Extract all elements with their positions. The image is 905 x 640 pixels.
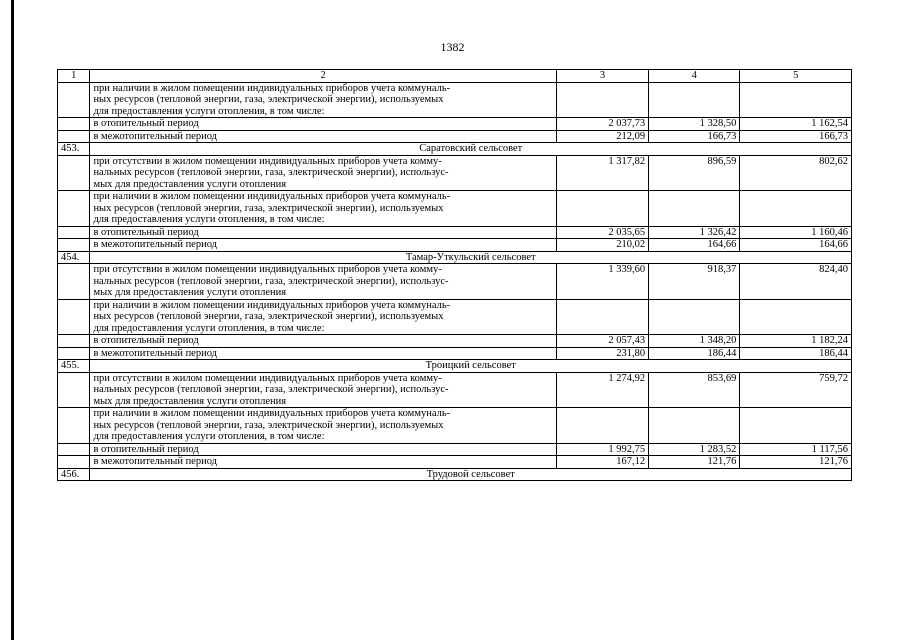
description-line: при отсутствии в жилом помещении индивидуальных приборов учета комму- <box>93 372 442 384</box>
period-row <box>58 226 852 239</box>
row-number-cell <box>58 347 90 360</box>
row-number-cell <box>58 456 90 469</box>
description-row <box>58 191 852 227</box>
tariff-table <box>57 69 852 481</box>
row-number-cell <box>58 335 90 348</box>
description-line: в межотопительный период <box>93 239 218 250</box>
section-row <box>58 143 852 156</box>
section-number: 456. <box>58 468 90 481</box>
description-line: при наличии в жилом помещении индивидуальных приборов учета коммуналь- <box>93 299 451 311</box>
description-line: мых для предоставления услуги отопления <box>93 178 287 190</box>
period-row <box>58 239 852 252</box>
description-line: для предоставления услуги отопления, в том числе: <box>93 431 325 442</box>
value-col-4: 1 348,20 <box>649 335 740 348</box>
section-number: 454. <box>58 251 90 264</box>
row-description <box>90 155 556 191</box>
value-col-5: 121,76 <box>740 456 852 469</box>
value-col-5: 824,40 <box>740 264 852 300</box>
description-line: нальных ресурсов (тепловой энергии, газа, электрической энергии), использус- <box>93 384 449 395</box>
value-col-3: 2 037,73 <box>556 118 648 131</box>
value-col-5: 1 117,56 <box>740 443 852 456</box>
row-description <box>90 335 556 348</box>
value-col-5: 164,66 <box>740 239 852 252</box>
value-col-4: 896,59 <box>649 155 740 191</box>
value-col-5: 802,62 <box>740 155 852 191</box>
table-header-row <box>58 70 852 83</box>
description-line: при наличии в жилом помещении индивидуальных приборов учета коммуналь- <box>93 191 451 202</box>
value-col-5: 186,44 <box>740 347 852 360</box>
value-col-3 <box>556 82 648 118</box>
row-number-cell <box>58 155 90 191</box>
header-col-3: 3 <box>556 70 648 83</box>
value-col-5: 1 160,46 <box>740 226 852 239</box>
period-row <box>58 347 852 360</box>
description-line: в межотопительный период <box>93 130 218 142</box>
description-line: в отопительный период <box>93 335 199 346</box>
row-number-cell <box>58 130 90 143</box>
row-description <box>90 456 556 469</box>
row-number-cell <box>58 408 90 444</box>
period-row <box>58 456 852 469</box>
description-row <box>58 299 852 335</box>
value-col-3: 2 057,43 <box>556 335 648 348</box>
tariff-table-body <box>58 70 852 481</box>
description-line: при отсутствии в жилом помещении индивидуальных приборов учета комму- <box>93 264 442 275</box>
value-col-5 <box>740 191 852 227</box>
row-number-cell <box>58 372 90 408</box>
row-description <box>90 130 556 143</box>
value-col-3 <box>556 299 648 335</box>
section-title: Саратовский сельсовет <box>90 143 852 156</box>
value-col-3 <box>556 191 648 227</box>
value-col-4: 164,66 <box>649 239 740 252</box>
description-line: ных ресурсов (тепловой энергии, газа, электрической энергии), используемых <box>93 94 444 105</box>
header-col-1: 1 <box>58 70 90 83</box>
header-col-5: 5 <box>740 70 852 83</box>
row-number-cell <box>58 443 90 456</box>
description-line: мых для предоставления услуги отопления <box>93 395 287 407</box>
value-col-3: 1 992,75 <box>556 443 648 456</box>
description-line: мых для предоставления услуги отопления <box>93 287 287 298</box>
row-description <box>90 299 556 335</box>
section-title: Тамар-Уткульский сельсовет <box>90 251 852 264</box>
value-col-5 <box>740 299 852 335</box>
value-col-4: 166,73 <box>649 130 740 143</box>
description-row <box>58 264 852 300</box>
value-col-3: 167,12 <box>556 456 648 469</box>
value-col-5: 759,72 <box>740 372 852 408</box>
value-col-3: 1 317,82 <box>556 155 648 191</box>
row-description <box>90 191 556 227</box>
value-col-4: 1 326,42 <box>649 226 740 239</box>
description-line: нальных ресурсов (тепловой энергии, газа, электрической энергии), использус- <box>93 275 449 287</box>
value-col-5 <box>740 408 852 444</box>
description-line: для предоставления услуги отопления, в том числе: <box>93 322 325 334</box>
value-col-4 <box>649 191 740 227</box>
page-number: 1382 <box>440 40 465 54</box>
value-col-4 <box>649 408 740 444</box>
row-number-cell <box>58 191 90 227</box>
description-line: при наличии в жилом помещении индивидуальных приборов учета коммуналь- <box>93 82 451 94</box>
scan-edge-bar <box>11 0 14 640</box>
row-description <box>90 408 556 444</box>
row-number-cell <box>58 239 90 252</box>
description-line: при отсутствии в жилом помещении индивидуальных приборов учета комму- <box>93 155 442 167</box>
description-row <box>58 408 852 444</box>
header-col-4: 4 <box>649 70 740 83</box>
description-line: ных ресурсов (тепловой энергии, газа, электрической энергии), используемых <box>93 419 444 431</box>
section-row <box>58 360 852 373</box>
value-col-4: 918,37 <box>649 264 740 300</box>
period-row <box>58 443 852 456</box>
value-col-5 <box>740 82 852 118</box>
description-row <box>58 372 852 408</box>
row-number-cell <box>58 82 90 118</box>
description-line: нальных ресурсов (тепловой энергии, газа, электрической энергии), использус- <box>93 167 449 178</box>
description-row <box>58 155 852 191</box>
row-description <box>90 347 556 360</box>
description-line: в межотопительный период <box>93 456 218 467</box>
section-title: Трудовой сельсовет <box>90 468 852 481</box>
row-number-cell <box>58 264 90 300</box>
description-line: ных ресурсов (тепловой энергии, газа, электрической энергии), используемых <box>93 202 444 214</box>
value-col-4: 186,44 <box>649 347 740 360</box>
row-description <box>90 372 556 408</box>
row-description <box>90 264 556 300</box>
description-line: при наличии в жилом помещении индивидуальных приборов учета коммуналь- <box>93 408 451 419</box>
value-col-4: 853,69 <box>649 372 740 408</box>
description-line: для предоставления услуги отопления, в том числе: <box>93 214 325 225</box>
description-line: ных ресурсов (тепловой энергии, газа, электрической энергии), используемых <box>93 311 444 322</box>
period-row <box>58 130 852 143</box>
value-col-5: 166,73 <box>740 130 852 143</box>
value-col-3: 210,02 <box>556 239 648 252</box>
value-col-5: 1 162,54 <box>740 118 852 131</box>
value-col-3: 212,09 <box>556 130 648 143</box>
value-col-5: 1 182,24 <box>740 335 852 348</box>
value-col-4: 121,76 <box>649 456 740 469</box>
value-col-4: 1 328,50 <box>649 118 740 131</box>
section-number: 453. <box>58 143 90 156</box>
section-title: Троицкий сельсовет <box>90 360 852 373</box>
value-col-3: 1 339,60 <box>556 264 648 300</box>
description-line: для предоставления услуги отопления, в том числе: <box>93 105 325 117</box>
row-description <box>90 118 556 131</box>
header-col-2: 2 <box>90 70 556 83</box>
description-row <box>58 82 852 118</box>
row-number-cell <box>58 118 90 131</box>
value-col-4: 1 283,52 <box>649 443 740 456</box>
value-col-3: 231,80 <box>556 347 648 360</box>
description-line: в отопительный период <box>93 118 199 129</box>
row-description <box>90 226 556 239</box>
period-row <box>58 118 852 131</box>
row-number-cell <box>58 299 90 335</box>
period-row <box>58 335 852 348</box>
row-description <box>90 443 556 456</box>
value-col-3 <box>556 408 648 444</box>
value-col-3: 2 035,65 <box>556 226 648 239</box>
value-col-4 <box>649 299 740 335</box>
value-col-4 <box>649 82 740 118</box>
value-col-3: 1 274,92 <box>556 372 648 408</box>
section-number: 455. <box>58 360 90 373</box>
description-line: в межотопительный период <box>93 347 218 359</box>
description-line: в отопительный период <box>93 443 199 455</box>
section-row <box>58 468 852 481</box>
row-number-cell <box>58 226 90 239</box>
description-line: в отопительный период <box>93 226 199 238</box>
section-row <box>58 251 852 264</box>
row-description <box>90 239 556 252</box>
row-description <box>90 82 556 118</box>
